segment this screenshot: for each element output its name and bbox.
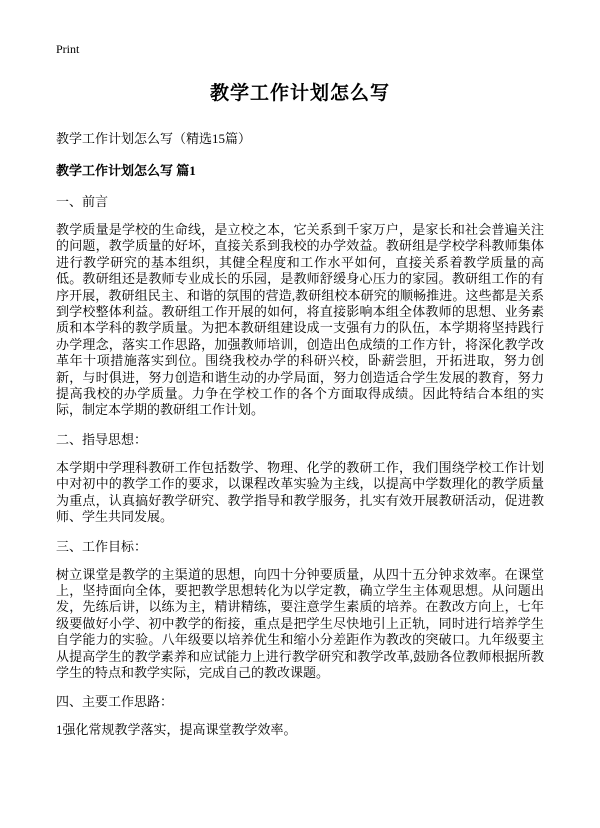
section-guiding-ideology (56, 431, 544, 526)
page-title: 教学工作计划怎么写 (209, 83, 390, 104)
section-heading: 四、主要工作思路： (56, 694, 174, 710)
section-heading: 三、工作目标： (56, 538, 148, 554)
section-heading: 二、指导思想： (56, 431, 148, 447)
section-paragraph: 本学期中学理科教研工作包括数学、物理、化学的教研工作，我们围绕学校工作计划中对初中的教学工作的要求，以课程改革实验为主线，以提高中学数理化的教学质量为重点，认真搞好教学研究、教学指导和教学服务，扎实有效开展教研活动，促进教师、学生共同发展。 (56, 459, 544, 525)
section-foreword (56, 193, 544, 419)
section-paragraph: 树立课堂是教学的主渠道的思想，向四十分钟要质量，从四十五分钟求效率。在课堂上，坚持面向全体，要把教学思想转化为以学定教，确立学生主体观思想。从问题出发，先练后讲，以练为主，精讲精练，要注意学生素质的培养。在教改方向上，七年级要做好小学、初中教学的衔接，重点是把学生尽快地引上正轨，同时进行培养学生自学能力的实验。八年级要以培养优生和缩小分差距作为教改的突破口。九年级要主从提高学生的教学素养和应试能力上进行教学研究和教学改革,鼓励各位教师根据所教学生的特点和教学实际，完成自己的教改课题。 (56, 566, 544, 680)
article-body (56, 193, 544, 739)
section-work-goals (56, 538, 544, 682)
doc-subtitle: 教学工作计划怎么写（精选15篇） (56, 131, 252, 146)
section-main-work-ideas (56, 693, 544, 738)
section-paragraph: 1强化常规教学落实，提高课堂教学效率。 (56, 722, 297, 738)
print-link[interactable]: Print (56, 42, 80, 56)
section-paragraph: 教学质量是学校的生命线，是立校之本，它关系到千家万户，是家长和社会普遍关注的问题，教学质量的好坏，直接关系到我校的办学效益。教研组是学校学科教师集体进行教学研究的基本组织，其健全程度和工作水平如何，直接关系着教学质量的高低。教研组还是教师专业成长的乐园，是教师舒缓身心压力的家园。教研组工作的有序开展，教研组民主、和谐的氛围的营造,教研组校本研究的顺畅推进。这些都是关系到学校整体利益。教研组工作开展的如何，将直接影响本组全体教师的思想、业务素质和本学科的教学质量。为把本教研组建设成一支强有力的队伍，本学期将坚持践行办学理念，落实工作思路，加强教师培训，创造出色成绩的工作方针，将深化教学改革年十项措施落实到位。围绕我校办学的科研兴校，卧薪尝胆，开拓进取，努力创新，与时俱进，努力创造和谐生动的办学局面，努力创造适合学生发展的教育，努力提高我校的办学质量。力争在学校工作的各个方面取得成绩。因此特结合本组的实际，制定本学期的教研组工作计划。 (56, 222, 544, 418)
section-heading: 一、前言 (56, 194, 109, 209)
part-heading: 教学工作计划怎么写 篇1 (56, 163, 196, 178)
